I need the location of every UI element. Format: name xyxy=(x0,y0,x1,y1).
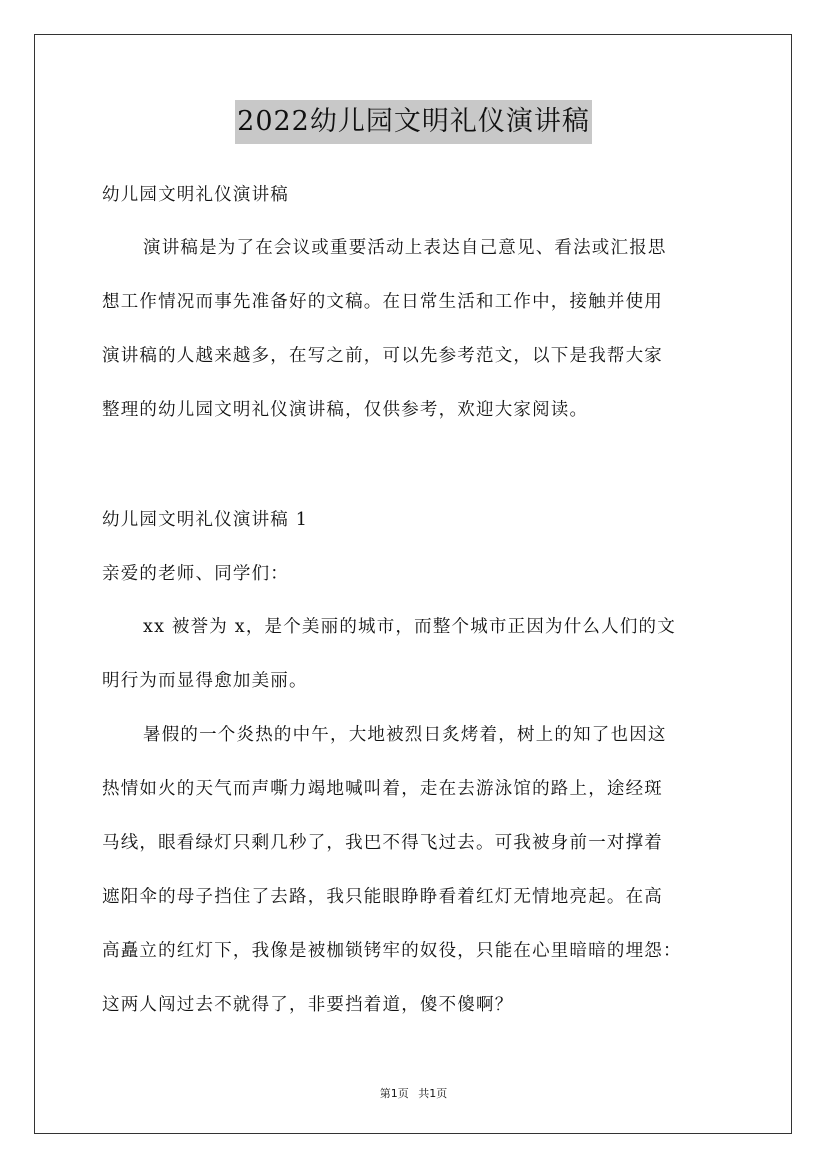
section-title: 幼儿园文明礼仪演讲稿 1 xyxy=(102,510,309,530)
title-wrap xyxy=(0,100,827,144)
subtitle: 幼儿园文明礼仪演讲稿 xyxy=(102,185,289,205)
document-title: 2022幼儿园文明礼仪演讲稿 xyxy=(235,100,592,144)
paragraph-line: 这两人闯过去不就得了，非要挡着道，傻不傻啊？ xyxy=(102,995,514,1015)
page-footer xyxy=(0,1085,827,1101)
paragraph-line: 高矗立的红灯下，我像是被枷锁铐牢的奴役，只能在心里暗暗的埋怨： xyxy=(102,941,682,961)
paragraph-line: 热情如火的天气而声嘶力竭地喊叫着，走在去游泳馆的路上，途经斑 xyxy=(102,779,663,799)
intro-line: 想工作情况而事先准备好的文稿。在日常生活和工作中，接触并使用 xyxy=(102,292,663,312)
paragraph-line: 明行为而显得愈加美丽。 xyxy=(102,671,308,691)
intro-line: 演讲稿的人越来越多，在写之前，可以先参考范文，以下是我帮大家 xyxy=(102,346,663,366)
paragraph-line: 马线，眼看绿灯只剩几秒了，我巴不得飞过去。可我被身前一对撑着 xyxy=(102,833,663,853)
page-number: 第1页 xyxy=(379,1087,409,1100)
intro-line: 演讲稿是为了在会议或重要活动上表达自己意见、看法或汇报思 xyxy=(143,238,667,258)
greeting: 亲爱的老师、同学们： xyxy=(102,564,289,584)
paragraph-line: 暑假的一个炎热的中午，大地被烈日炙烤着，树上的知了也因这 xyxy=(143,725,667,745)
page-total: 共1页 xyxy=(418,1087,448,1100)
intro-line: 整理的幼儿园文明礼仪演讲稿，仅供参考，欢迎大家阅读。 xyxy=(102,400,589,420)
paragraph-line: xx 被誉为 x，是个美丽的城市，而整个城市正因为什么人们的文 xyxy=(143,617,676,637)
paragraph-line: 遮阳伞的母子挡住了去路，我只能眼睁睁看着红灯无情地亮起。在高 xyxy=(102,887,663,907)
